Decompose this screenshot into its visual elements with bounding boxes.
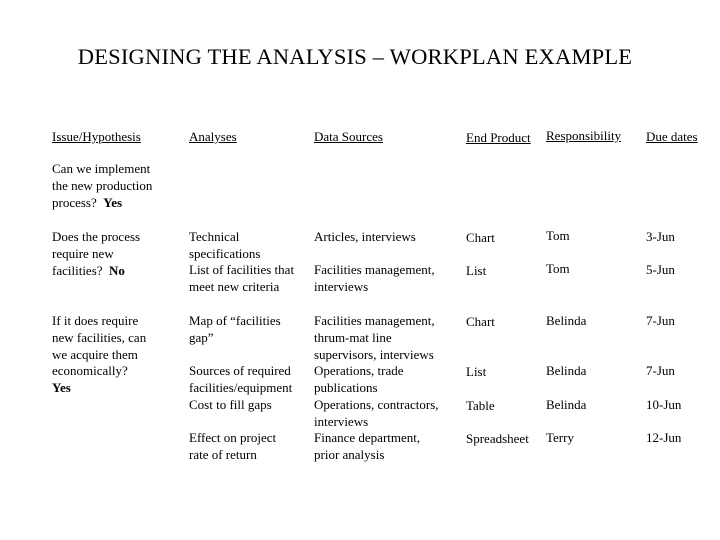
analysis-cost-to-fill-gaps: Cost to fill gaps: [189, 397, 272, 412]
issue-line: require new: [52, 245, 114, 261]
issue-line: we acquire them: [52, 346, 138, 362]
product-chart: Chart: [466, 314, 495, 329]
header-data-sources: Data Sources: [314, 129, 383, 144]
issue-line: [52, 195, 152, 212]
due-date: 7-Jun: [646, 313, 675, 328]
issue-answer: Yes: [52, 380, 71, 396]
source-line: publications: [314, 379, 378, 395]
source-facilities-supervisors: [314, 313, 435, 363]
analysis-list-of-facilities: [189, 262, 294, 296]
analysis-technical-specifications: [189, 229, 260, 263]
responsibility-belinda: Belinda: [546, 313, 587, 328]
responsibility-belinda: Belinda: [546, 397, 587, 412]
issue-acquire-economically: [52, 313, 146, 397]
header-analyses: Analyses: [189, 129, 237, 144]
source-articles-interviews: Articles, interviews: [314, 229, 416, 244]
product-list: List: [466, 263, 487, 278]
header-responsibility: Responsibility: [546, 128, 622, 143]
issue-answer: Yes: [103, 194, 123, 210]
header-end-product: End Product: [466, 130, 531, 145]
source-line: Operations, contractors,: [314, 397, 439, 412]
source-line: interviews: [314, 413, 369, 429]
analysis-line: Map of “facilities: [189, 313, 281, 328]
analysis-sources-of-equipment: [189, 363, 292, 397]
source-line: Facilities management,: [314, 313, 435, 328]
analysis-line: rate of return: [189, 446, 257, 462]
analysis-line: specifications: [189, 245, 261, 261]
source-operations-trade: [314, 363, 404, 397]
issue-line-text: process?: [52, 194, 97, 210]
header-due-dates: Due dates: [646, 129, 698, 144]
source-line: thrum-mat line: [314, 329, 392, 345]
source-finance-department: [314, 430, 420, 464]
issue-line: Does the process: [52, 229, 141, 244]
due-date: 10-Jun: [646, 397, 682, 412]
analysis-effect-on-return: [189, 430, 276, 464]
issue-implement-process: [52, 161, 152, 211]
product-list: List: [466, 364, 487, 379]
source-line: interviews: [314, 278, 369, 294]
page-title: DESIGNING THE ANALYSIS – WORKPLAN EXAMPLE: [77, 44, 633, 69]
issue-line: [52, 263, 140, 280]
analysis-line: meet new criteria: [189, 278, 280, 294]
due-date: 12-Jun: [646, 430, 682, 445]
source-line: supervisors, interviews: [314, 346, 434, 362]
analysis-line: gap”: [189, 329, 214, 345]
issue-line: new facilities, can: [52, 329, 147, 345]
source-operations-contractors: [314, 397, 439, 431]
due-date: 7-Jun: [646, 363, 675, 378]
analysis-line: List of facilities that: [189, 262, 295, 277]
source-line: Finance department,: [314, 430, 421, 445]
responsibility-tom: Tom: [546, 261, 570, 276]
analysis-line: Effect on project: [189, 430, 277, 445]
issue-line: the new production: [52, 177, 153, 193]
analysis-facilities-gap-map: [189, 313, 281, 347]
issue-line: If it does require: [52, 313, 139, 328]
analysis-line: Technical: [189, 229, 240, 244]
issue-line-text: facilities?: [52, 262, 103, 278]
responsibility-tom: Tom: [546, 228, 570, 243]
due-date: 3-Jun: [646, 229, 675, 244]
header-issue-hypothesis: Issue/Hypothesis: [52, 129, 141, 144]
source-line: Facilities management,: [314, 262, 435, 277]
issue-answer: No: [109, 262, 125, 278]
product-table: Table: [466, 398, 495, 413]
issue-line: economically?: [52, 363, 128, 379]
due-date: 5-Jun: [646, 262, 675, 277]
issue-require-facilities: [52, 229, 140, 279]
analysis-line: facilities/equipment: [189, 379, 293, 395]
responsibility-belinda: Belinda: [546, 363, 587, 378]
issue-line: Can we implement: [52, 161, 151, 176]
responsibility-terry: Terry: [546, 430, 574, 445]
analysis-line: Sources of required: [189, 363, 291, 378]
product-chart: Chart: [466, 230, 495, 245]
source-facilities-management: [314, 262, 435, 296]
source-line: prior analysis: [314, 446, 385, 462]
product-spreadsheet: Spreadsheet: [466, 431, 529, 446]
source-line: Operations, trade: [314, 363, 404, 378]
